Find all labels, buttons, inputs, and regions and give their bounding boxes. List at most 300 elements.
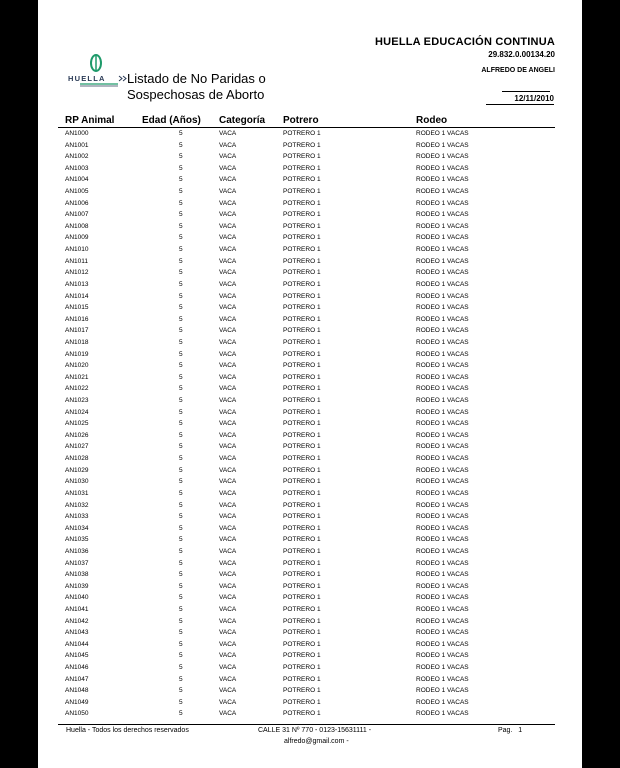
cell-rp: AN1048	[65, 687, 89, 695]
cell-rodeo: RODEO 1 VACAS	[416, 130, 469, 137]
cell-rodeo: RODEO 1 VACAS	[416, 489, 469, 497]
table-row	[38, 559, 582, 571]
table-row	[38, 303, 582, 315]
footer-rule	[58, 724, 555, 725]
cell-potrero: POTRERO 1	[283, 698, 321, 706]
cell-potrero: POTRERO 1	[283, 640, 321, 648]
table-row	[38, 489, 582, 501]
table-row	[38, 268, 582, 280]
cell-rp: AN1028	[65, 455, 89, 463]
cell-edad: 5	[179, 246, 183, 254]
cell-potrero: POTRERO 1	[283, 246, 321, 254]
cell-potrero: POTRERO 1	[283, 397, 321, 405]
cell-rodeo: RODEO 1 VACAS	[416, 547, 469, 555]
cell-categoria: VACA	[219, 153, 237, 161]
footer-email: alfredo@gmail.com -	[284, 738, 349, 745]
table-row	[38, 141, 582, 153]
cell-rp: AN1038	[65, 571, 89, 579]
cell-edad: 5	[179, 640, 183, 648]
cell-categoria: VACA	[219, 698, 237, 706]
cell-potrero: POTRERO 1	[283, 315, 321, 323]
cell-edad: 5	[179, 257, 183, 265]
cell-rodeo: RODEO 1 VACAS	[416, 664, 469, 672]
person-name: ALFREDO DE ANGELI	[481, 67, 555, 74]
cell-categoria: VACA	[219, 710, 237, 718]
cell-rp: AN1049	[65, 698, 89, 706]
cell-categoria: VACA	[219, 373, 237, 381]
cell-edad: 5	[179, 176, 183, 184]
cell-categoria: VACA	[219, 524, 237, 532]
cell-rodeo: RODEO 1 VACAS	[416, 188, 469, 196]
cell-edad: 5	[179, 188, 183, 196]
cell-rp: AN1004	[65, 176, 89, 184]
cell-rp: AN1027	[65, 443, 89, 451]
cell-categoria: VACA	[219, 199, 237, 207]
cell-rodeo: RODEO 1 VACAS	[416, 153, 469, 161]
cell-rodeo: RODEO 1 VACAS	[416, 408, 469, 416]
cell-rp: AN1047	[65, 675, 89, 683]
table-row	[38, 396, 582, 408]
cell-rodeo: RODEO 1 VACAS	[416, 571, 469, 579]
table-row	[38, 199, 582, 211]
table-row	[38, 233, 582, 245]
table-row	[38, 582, 582, 594]
cell-categoria: VACA	[219, 629, 237, 637]
cell-edad: 5	[179, 327, 183, 335]
cell-categoria: VACA	[219, 501, 237, 509]
cell-categoria: VACA	[219, 605, 237, 613]
cell-potrero: POTRERO 1	[283, 222, 321, 230]
cell-categoria: VACA	[219, 547, 237, 555]
cell-edad: 5	[179, 489, 183, 497]
cell-categoria: VACA	[219, 362, 237, 370]
cell-categoria: VACA	[219, 315, 237, 323]
cell-edad: 5	[179, 362, 183, 370]
cell-rodeo: RODEO 1 VACAS	[416, 164, 469, 172]
cell-rp: AN1006	[65, 199, 89, 207]
table-row	[38, 512, 582, 524]
cell-potrero: POTRERO 1	[283, 478, 321, 486]
cell-categoria: VACA	[219, 141, 237, 149]
cell-rp: AN1037	[65, 559, 89, 567]
table-row	[38, 675, 582, 687]
table-row	[38, 663, 582, 675]
table-row	[38, 292, 582, 304]
cell-rp: AN1026	[65, 431, 89, 439]
cell-potrero: POTRERO 1	[283, 280, 321, 288]
cell-edad: 5	[179, 269, 183, 277]
table-row	[38, 373, 582, 385]
cell-categoria: VACA	[219, 571, 237, 579]
table-row	[38, 326, 582, 338]
cell-rodeo: RODEO 1 VACAS	[416, 466, 469, 474]
cell-rodeo: RODEO 1 VACAS	[416, 257, 469, 265]
cell-edad: 5	[179, 408, 183, 416]
table-row	[38, 210, 582, 222]
table-row	[38, 640, 582, 652]
cell-rodeo: RODEO 1 VACAS	[416, 397, 469, 405]
cell-rodeo: RODEO 1 VACAS	[416, 234, 469, 242]
report-title-line1: Listado de No Paridas o	[127, 71, 266, 86]
cell-categoria: VACA	[219, 269, 237, 277]
cell-rodeo: RODEO 1 VACAS	[416, 431, 469, 439]
cell-categoria: VACA	[219, 292, 237, 300]
cell-potrero: POTRERO 1	[283, 327, 321, 335]
col-header-rod: Rodeo	[416, 115, 448, 126]
cell-rodeo: RODEO 1 VACAS	[416, 710, 469, 718]
header-rule	[58, 127, 555, 128]
table-row	[38, 257, 582, 269]
cell-categoria: VACA	[219, 489, 237, 497]
cell-rp: AN1022	[65, 385, 89, 393]
cell-rp: AN1013	[65, 280, 89, 288]
cell-edad: 5	[179, 315, 183, 323]
cell-edad: 5	[179, 164, 183, 172]
cell-edad: 5	[179, 130, 183, 137]
cell-edad: 5	[179, 304, 183, 312]
cell-potrero: POTRERO 1	[283, 605, 321, 613]
cell-categoria: VACA	[219, 652, 237, 660]
table-row	[38, 651, 582, 663]
table-row	[38, 431, 582, 443]
cell-potrero: POTRERO 1	[283, 652, 321, 660]
table-row	[38, 477, 582, 489]
cell-categoria: VACA	[219, 397, 237, 405]
table-row	[38, 628, 582, 640]
cell-categoria: VACA	[219, 188, 237, 196]
cell-edad: 5	[179, 547, 183, 555]
table-row	[38, 698, 582, 710]
cell-rodeo: RODEO 1 VACAS	[416, 629, 469, 637]
cell-rp: AN1046	[65, 664, 89, 672]
cell-rodeo: RODEO 1 VACAS	[416, 176, 469, 184]
page-label: Pag.	[498, 727, 513, 734]
cell-rodeo: RODEO 1 VACAS	[416, 350, 469, 358]
cell-categoria: VACA	[219, 687, 237, 695]
cell-edad: 5	[179, 280, 183, 288]
table-row	[38, 245, 582, 257]
cell-rp: AN1032	[65, 501, 89, 509]
cell-rodeo: RODEO 1 VACAS	[416, 315, 469, 323]
cell-categoria: VACA	[219, 617, 237, 625]
cell-potrero: POTRERO 1	[283, 188, 321, 196]
cell-edad: 5	[179, 338, 183, 346]
cell-rodeo: RODEO 1 VACAS	[416, 362, 469, 370]
col-header-pot: Potrero	[283, 115, 319, 126]
cell-rp: AN1033	[65, 513, 89, 521]
table-row	[38, 686, 582, 698]
cell-categoria: VACA	[219, 164, 237, 172]
cell-rodeo: RODEO 1 VACAS	[416, 199, 469, 207]
cell-edad: 5	[179, 234, 183, 242]
cell-categoria: VACA	[219, 536, 237, 544]
cell-rodeo: RODEO 1 VACAS	[416, 420, 469, 428]
cell-categoria: VACA	[219, 304, 237, 312]
cell-rodeo: RODEO 1 VACAS	[416, 246, 469, 254]
page-number: 1	[518, 727, 523, 734]
cell-categoria: VACA	[219, 327, 237, 335]
cell-rp: AN1036	[65, 547, 89, 555]
footer-rights: Huella - Todos los derechos reservados	[66, 727, 189, 734]
cell-edad: 5	[179, 617, 183, 625]
cell-rodeo: RODEO 1 VACAS	[416, 327, 469, 335]
cell-rodeo: RODEO 1 VACAS	[416, 524, 469, 532]
cell-rp: AN1021	[65, 373, 89, 381]
col-header-rp: RP Animal	[65, 115, 115, 126]
cell-potrero: POTRERO 1	[283, 176, 321, 184]
cell-edad: 5	[179, 211, 183, 219]
cell-rp: AN1010	[65, 246, 89, 254]
cell-potrero: POTRERO 1	[283, 617, 321, 625]
cell-edad: 5	[179, 571, 183, 579]
cell-categoria: VACA	[219, 385, 237, 393]
footer-address: CALLE 31 Nº 770 - 0123-15631111 -	[258, 727, 372, 734]
cell-categoria: VACA	[219, 594, 237, 602]
cell-potrero: POTRERO 1	[283, 559, 321, 567]
cell-potrero: POTRERO 1	[283, 385, 321, 393]
cell-potrero: POTRERO 1	[283, 455, 321, 463]
col-header-edad: Edad (Años)	[142, 115, 201, 126]
cell-potrero: POTRERO 1	[283, 269, 321, 277]
cell-rp: AN1005	[65, 188, 89, 196]
cell-rp: AN1039	[65, 582, 89, 590]
cell-potrero: POTRERO 1	[283, 524, 321, 532]
cell-rp: AN1008	[65, 222, 89, 230]
cell-categoria: VACA	[219, 559, 237, 567]
cell-potrero: POTRERO 1	[283, 431, 321, 439]
report-title-line2: Sospechosas de Aborto	[127, 87, 265, 102]
cell-edad: 5	[179, 687, 183, 695]
cell-edad: 5	[179, 582, 183, 590]
cell-potrero: POTRERO 1	[283, 420, 321, 428]
cell-edad: 5	[179, 664, 183, 672]
cell-rodeo: RODEO 1 VACAS	[416, 513, 469, 521]
cell-categoria: VACA	[219, 176, 237, 184]
table-row	[38, 454, 582, 466]
cell-potrero: POTRERO 1	[283, 664, 321, 672]
table-row	[38, 350, 582, 362]
cell-potrero: POTRERO 1	[283, 304, 321, 312]
cell-categoria: VACA	[219, 675, 237, 683]
cell-rp: AN1009	[65, 234, 89, 242]
cell-categoria: VACA	[219, 640, 237, 648]
cell-edad: 5	[179, 710, 183, 718]
cell-edad: 5	[179, 443, 183, 451]
cell-categoria: VACA	[219, 443, 237, 451]
cell-potrero: POTRERO 1	[283, 466, 321, 474]
cell-rodeo: RODEO 1 VACAS	[416, 222, 469, 230]
company-code: 29.832.0.00134.20	[488, 50, 555, 59]
cell-rodeo: RODEO 1 VACAS	[416, 698, 469, 706]
cell-rodeo: RODEO 1 VACAS	[416, 280, 469, 288]
cell-edad: 5	[179, 536, 183, 544]
cell-potrero: POTRERO 1	[283, 582, 321, 590]
cell-potrero: POTRERO 1	[283, 164, 321, 172]
cell-potrero: POTRERO 1	[283, 362, 321, 370]
table-row	[38, 570, 582, 582]
cell-rp: AN1045	[65, 652, 89, 660]
cell-potrero: POTRERO 1	[283, 153, 321, 161]
cell-edad: 5	[179, 141, 183, 149]
cell-rp: AN1043	[65, 629, 89, 637]
cell-rp: AN1001	[65, 141, 89, 149]
cell-categoria: VACA	[219, 420, 237, 428]
table-row	[38, 280, 582, 292]
table-row	[38, 442, 582, 454]
cell-rp: AN1019	[65, 350, 89, 358]
table-row	[38, 709, 582, 721]
cell-rp: AN1017	[65, 327, 89, 335]
cell-categoria: VACA	[219, 513, 237, 521]
cell-categoria: VACA	[219, 664, 237, 672]
cell-potrero: POTRERO 1	[283, 211, 321, 219]
cell-edad: 5	[179, 222, 183, 230]
cell-rodeo: RODEO 1 VACAS	[416, 443, 469, 451]
cell-rp: AN1023	[65, 397, 89, 405]
cell-potrero: POTRERO 1	[283, 350, 321, 358]
cell-rp: AN1044	[65, 640, 89, 648]
table-row	[38, 164, 582, 176]
cell-rodeo: RODEO 1 VACAS	[416, 605, 469, 613]
report-page	[38, 0, 582, 768]
cell-rp: AN1040	[65, 594, 89, 602]
cell-rodeo: RODEO 1 VACAS	[416, 617, 469, 625]
cell-edad: 5	[179, 292, 183, 300]
table-row	[38, 152, 582, 164]
cell-edad: 5	[179, 385, 183, 393]
cell-potrero: POTRERO 1	[283, 443, 321, 451]
cell-categoria: VACA	[219, 350, 237, 358]
cell-categoria: VACA	[219, 280, 237, 288]
cell-edad: 5	[179, 594, 183, 602]
cell-rodeo: RODEO 1 VACAS	[416, 141, 469, 149]
cell-rodeo: RODEO 1 VACAS	[416, 652, 469, 660]
cell-rodeo: RODEO 1 VACAS	[416, 559, 469, 567]
cell-edad: 5	[179, 466, 183, 474]
table-row	[38, 384, 582, 396]
cell-rodeo: RODEO 1 VACAS	[416, 211, 469, 219]
cell-potrero: POTRERO 1	[283, 629, 321, 637]
company-name: HUELLA EDUCACIÓN CONTINUA	[375, 36, 555, 48]
table-row	[38, 547, 582, 559]
cell-edad: 5	[179, 350, 183, 358]
cell-categoria: VACA	[219, 257, 237, 265]
cell-potrero: POTRERO 1	[283, 594, 321, 602]
cell-edad: 5	[179, 199, 183, 207]
table-row	[38, 419, 582, 431]
cell-rp: AN1000	[65, 130, 89, 137]
report-title	[127, 71, 266, 103]
cell-potrero: POTRERO 1	[283, 547, 321, 555]
cell-rp: AN1035	[65, 536, 89, 544]
cell-categoria: VACA	[219, 234, 237, 242]
table-row	[38, 315, 582, 327]
cell-categoria: VACA	[219, 478, 237, 486]
huella-logo	[66, 52, 130, 90]
cell-potrero: POTRERO 1	[283, 373, 321, 381]
cell-potrero: POTRERO 1	[283, 234, 321, 242]
cell-rodeo: RODEO 1 VACAS	[416, 338, 469, 346]
cell-edad: 5	[179, 373, 183, 381]
cell-rodeo: RODEO 1 VACAS	[416, 501, 469, 509]
cell-edad: 5	[179, 675, 183, 683]
cell-rodeo: RODEO 1 VACAS	[416, 373, 469, 381]
cell-categoria: VACA	[219, 431, 237, 439]
table-row	[38, 605, 582, 617]
cell-potrero: POTRERO 1	[283, 687, 321, 695]
cell-rodeo: RODEO 1 VACAS	[416, 385, 469, 393]
cell-rp: AN1012	[65, 269, 89, 277]
cell-categoria: VACA	[219, 222, 237, 230]
cell-potrero: POTRERO 1	[283, 501, 321, 509]
table-row	[38, 187, 582, 199]
cell-rp: AN1030	[65, 478, 89, 486]
cell-categoria: VACA	[219, 211, 237, 219]
cell-rp: AN1018	[65, 338, 89, 346]
cell-rp: AN1011	[65, 257, 89, 265]
cell-edad: 5	[179, 524, 183, 532]
table-row	[38, 524, 582, 536]
cell-edad: 5	[179, 431, 183, 439]
cell-rodeo: RODEO 1 VACAS	[416, 304, 469, 312]
cell-categoria: VACA	[219, 582, 237, 590]
table-row	[38, 338, 582, 350]
cell-rp: AN1050	[65, 710, 89, 718]
cell-edad: 5	[179, 652, 183, 660]
cell-potrero: POTRERO 1	[283, 257, 321, 265]
cell-potrero: POTRERO 1	[283, 292, 321, 300]
cell-rp: AN1020	[65, 362, 89, 370]
cell-potrero: POTRERO 1	[283, 571, 321, 579]
table-row	[38, 501, 582, 513]
cell-edad: 5	[179, 629, 183, 637]
table-row	[38, 408, 582, 420]
date-top-rule	[502, 91, 550, 92]
cell-edad: 5	[179, 559, 183, 567]
cell-edad: 5	[179, 153, 183, 161]
cell-rp: AN1029	[65, 466, 89, 474]
cell-rp: AN1003	[65, 164, 89, 172]
cell-rodeo: RODEO 1 VACAS	[416, 455, 469, 463]
cell-potrero: POTRERO 1	[283, 199, 321, 207]
cell-potrero: POTRERO 1	[283, 338, 321, 346]
cell-rp: AN1016	[65, 315, 89, 323]
cell-categoria: VACA	[219, 130, 237, 137]
cell-rodeo: RODEO 1 VACAS	[416, 687, 469, 695]
cell-rp: AN1031	[65, 489, 89, 497]
table-row	[38, 175, 582, 187]
cell-rp: AN1002	[65, 153, 89, 161]
cell-rp: AN1034	[65, 524, 89, 532]
table-row	[38, 617, 582, 629]
cell-rodeo: RODEO 1 VACAS	[416, 269, 469, 277]
cell-rodeo: RODEO 1 VACAS	[416, 640, 469, 648]
cell-rp: AN1007	[65, 211, 89, 219]
cell-rp: AN1015	[65, 304, 89, 312]
cell-potrero: POTRERO 1	[283, 513, 321, 521]
cell-edad: 5	[179, 478, 183, 486]
report-date: 12/11/2010	[486, 94, 554, 105]
cell-edad: 5	[179, 698, 183, 706]
cell-rodeo: RODEO 1 VACAS	[416, 292, 469, 300]
cell-potrero: POTRERO 1	[283, 489, 321, 497]
cell-edad: 5	[179, 420, 183, 428]
cell-edad: 5	[179, 397, 183, 405]
cell-edad: 5	[179, 513, 183, 521]
cell-rp: AN1024	[65, 408, 89, 416]
table-row	[38, 593, 582, 605]
cell-edad: 5	[179, 455, 183, 463]
